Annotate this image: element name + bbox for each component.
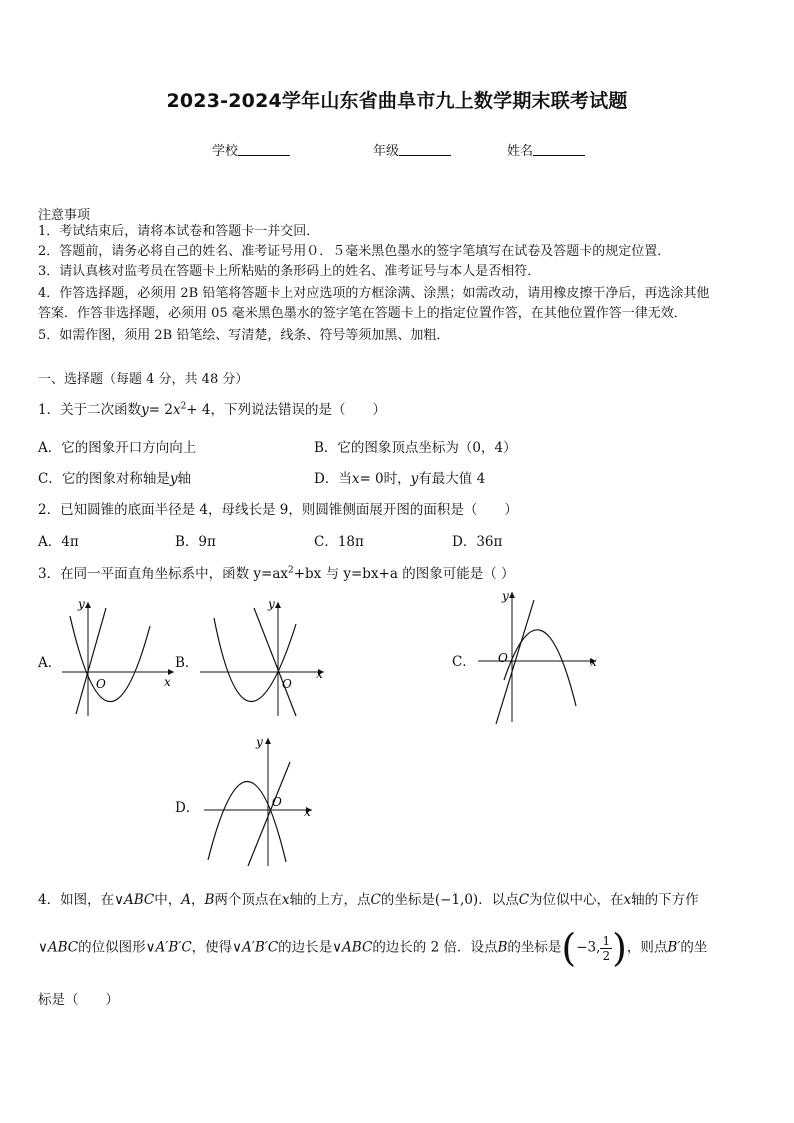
name-blank[interactable]	[533, 143, 585, 156]
school-label: 学校	[212, 144, 239, 159]
q4-math: ∨A′B′C	[232, 939, 279, 956]
graph-b-y-label: y	[268, 597, 275, 611]
q4-fraction	[600, 934, 612, 963]
q2-option-d[interactable]: D．36π	[452, 534, 503, 550]
question-1	[38, 398, 386, 418]
q1-option-b[interactable]: B．它的图象顶点坐标为（0，4）	[314, 440, 517, 456]
q4-math: ∨ABC	[38, 939, 79, 956]
q3-text-pre: 3．在同一平面直角坐标系中，函数 y=ax	[38, 566, 288, 582]
question-3	[38, 562, 515, 582]
notes-heading: 注意事项	[38, 208, 91, 223]
q1-d-var: x	[351, 471, 360, 487]
grade-label: 年级	[373, 144, 400, 159]
q4-math: C	[370, 892, 381, 908]
q1-c-post: 轴	[177, 471, 191, 487]
q1-option-c[interactable]	[38, 467, 191, 487]
q4-paren-left: (	[561, 926, 577, 970]
q1-prefix: 1．关于二次函数	[38, 402, 142, 418]
q4-frac-num: 1	[602, 933, 611, 948]
graph-a-y-label: y	[78, 597, 85, 611]
grade-field	[373, 140, 451, 159]
q1-formula-eq: = 2	[148, 402, 173, 418]
q1-formula-exp: 2	[180, 401, 187, 412]
question-2: 2．已知圆锥的底面半径是 4，母线长是 9，则圆锥侧面展开图的面积是（ ）	[38, 502, 518, 518]
school-field	[212, 140, 290, 159]
graph-c-x-label: x	[590, 655, 597, 669]
graph-d-y-label: y	[256, 735, 263, 749]
q4-text: ，使得	[191, 939, 233, 956]
school-blank[interactable]	[238, 143, 290, 156]
q4-text: 两个顶点在	[214, 892, 282, 908]
name-field	[507, 140, 585, 159]
graph-a-x-label: x	[164, 675, 171, 689]
note-item-1: 1．考试结束后，请将本试卷和答题卡一并交回．	[38, 224, 320, 239]
q3-option-a-label[interactable]: A．	[38, 655, 62, 671]
graph-d-origin: O	[272, 795, 282, 809]
q4-text: 的坐标是	[507, 939, 562, 956]
graph-c-y-label: y	[502, 589, 509, 603]
q1-formula-tail: + 4	[186, 402, 211, 418]
question-4-line-1	[38, 888, 699, 908]
q2-option-b[interactable]: B．9π	[175, 534, 216, 550]
q1-suffix: ，下列说法错误的是（ ）	[210, 402, 386, 418]
q3-text-sup: 2	[287, 565, 294, 576]
q3-graph-a[interactable]	[58, 596, 178, 720]
q1-d-var2: y	[410, 471, 419, 487]
q4-frac-den: 2	[602, 948, 611, 963]
q3-option-c-label[interactable]: C．	[452, 654, 476, 670]
q3-option-b-label[interactable]: B．	[175, 655, 199, 671]
q4-math: (−1,0)	[434, 892, 479, 908]
q4-math: x	[281, 892, 290, 908]
q1-option-d[interactable]	[314, 467, 485, 487]
q4-math: −3,	[576, 939, 601, 956]
q1-d-post: 有最大值 4	[418, 471, 486, 487]
note-item-5: 5．如需作图，须用 2B 铅笔绘、写清楚，线条、符号等须加黑、加粗．	[38, 328, 450, 343]
graph-d-x-label: x	[304, 805, 311, 819]
q4-text: 的边长是	[278, 939, 333, 956]
q4-text: ，则点	[626, 939, 668, 956]
question-4-line-2	[38, 926, 707, 970]
q4-math: ∨A′B′C	[145, 939, 192, 956]
q4-text: 的坐标是	[380, 892, 435, 908]
q4-text: 中，	[154, 892, 182, 908]
q4-math: B	[497, 939, 508, 956]
q4-text: 的位似图形	[78, 939, 146, 956]
q4-math: C	[518, 892, 530, 908]
q4-text: 4．如图，在	[38, 892, 115, 908]
section-heading: 一、选择题（每题 4 分，共 48 分）	[38, 372, 249, 387]
note-item-4: 4．作答选择题，必须用 2B 铅笔将答题卡上对应选项的方框涂满、涂黑；如需改动，请用橡皮擦干净后，再选涂其他	[38, 286, 710, 301]
q3-graph-d[interactable]	[200, 732, 320, 870]
q1-d-pre: D．当	[314, 471, 352, 487]
graph-c-origin: O	[498, 651, 508, 665]
q2-option-a[interactable]: A．4π	[38, 534, 79, 550]
graph-b-origin: O	[282, 677, 292, 691]
q3-graph-b[interactable]	[196, 596, 328, 720]
grade-blank[interactable]	[399, 143, 451, 156]
q3-text-post: +bx 与 y=bx+a 的图象可能是（ ）	[293, 566, 515, 582]
graph-b-x-label: x	[316, 667, 323, 681]
q3-option-d-label[interactable]: D．	[175, 800, 200, 816]
q4-text: ，	[190, 892, 205, 908]
q4-math: ∨ABC	[332, 939, 373, 956]
note-item-2: 2．答题前，请务必将自己的姓名、准考证号用０．５毫米黑色墨水的签字笔填写在试卷及答题卡的规定位置．	[38, 244, 671, 259]
question-4-line-3: 标是（ ）	[38, 992, 119, 1008]
name-label: 姓名	[507, 144, 534, 159]
q4-text: 轴的下方作	[631, 892, 699, 908]
q3-graph-c[interactable]	[474, 588, 604, 726]
note-item-3: 3．请认真核对监考员在答题卡上所粘贴的条形码上的姓名、准考证号与本人是否相符．	[38, 264, 541, 279]
q4-math: ∨ABC	[114, 892, 155, 908]
q4-text: 轴的上方，点	[289, 892, 371, 908]
q1-c-var: y	[169, 471, 178, 487]
q1-formula-x: x	[172, 402, 181, 418]
q4-text: 为位似中心，在	[529, 892, 624, 908]
q1-c-pre: C．它的图象对称轴是	[38, 471, 170, 487]
q2-option-c[interactable]: C．18π	[314, 534, 364, 550]
q1-formula-y: y	[141, 402, 149, 418]
graph-a-origin: O	[96, 677, 106, 691]
note-item-4-cont: 答案．作答非选择题，必须用 05 毫米黑色墨水的签字笔在答题卡上的指定位置作答，在其他位置作答一律无效．	[38, 306, 687, 321]
q4-text: ．以点	[478, 892, 519, 908]
q1-option-a[interactable]: A．它的图象开口方向向上	[38, 440, 197, 456]
q4-math: A	[181, 892, 191, 908]
q4-text: 的边长的 2 倍．设点	[372, 939, 498, 956]
page-title: 2023-2024学年山东省曲阜市九上数学期末联考试题	[166, 90, 628, 112]
q4-text: 的坐	[680, 939, 708, 956]
q1-d-mid: = 0时，	[359, 471, 411, 487]
q4-paren-right: )	[612, 926, 627, 970]
q4-math: B′	[667, 939, 681, 956]
q4-math: x	[623, 892, 632, 908]
q4-math: B	[204, 892, 215, 908]
